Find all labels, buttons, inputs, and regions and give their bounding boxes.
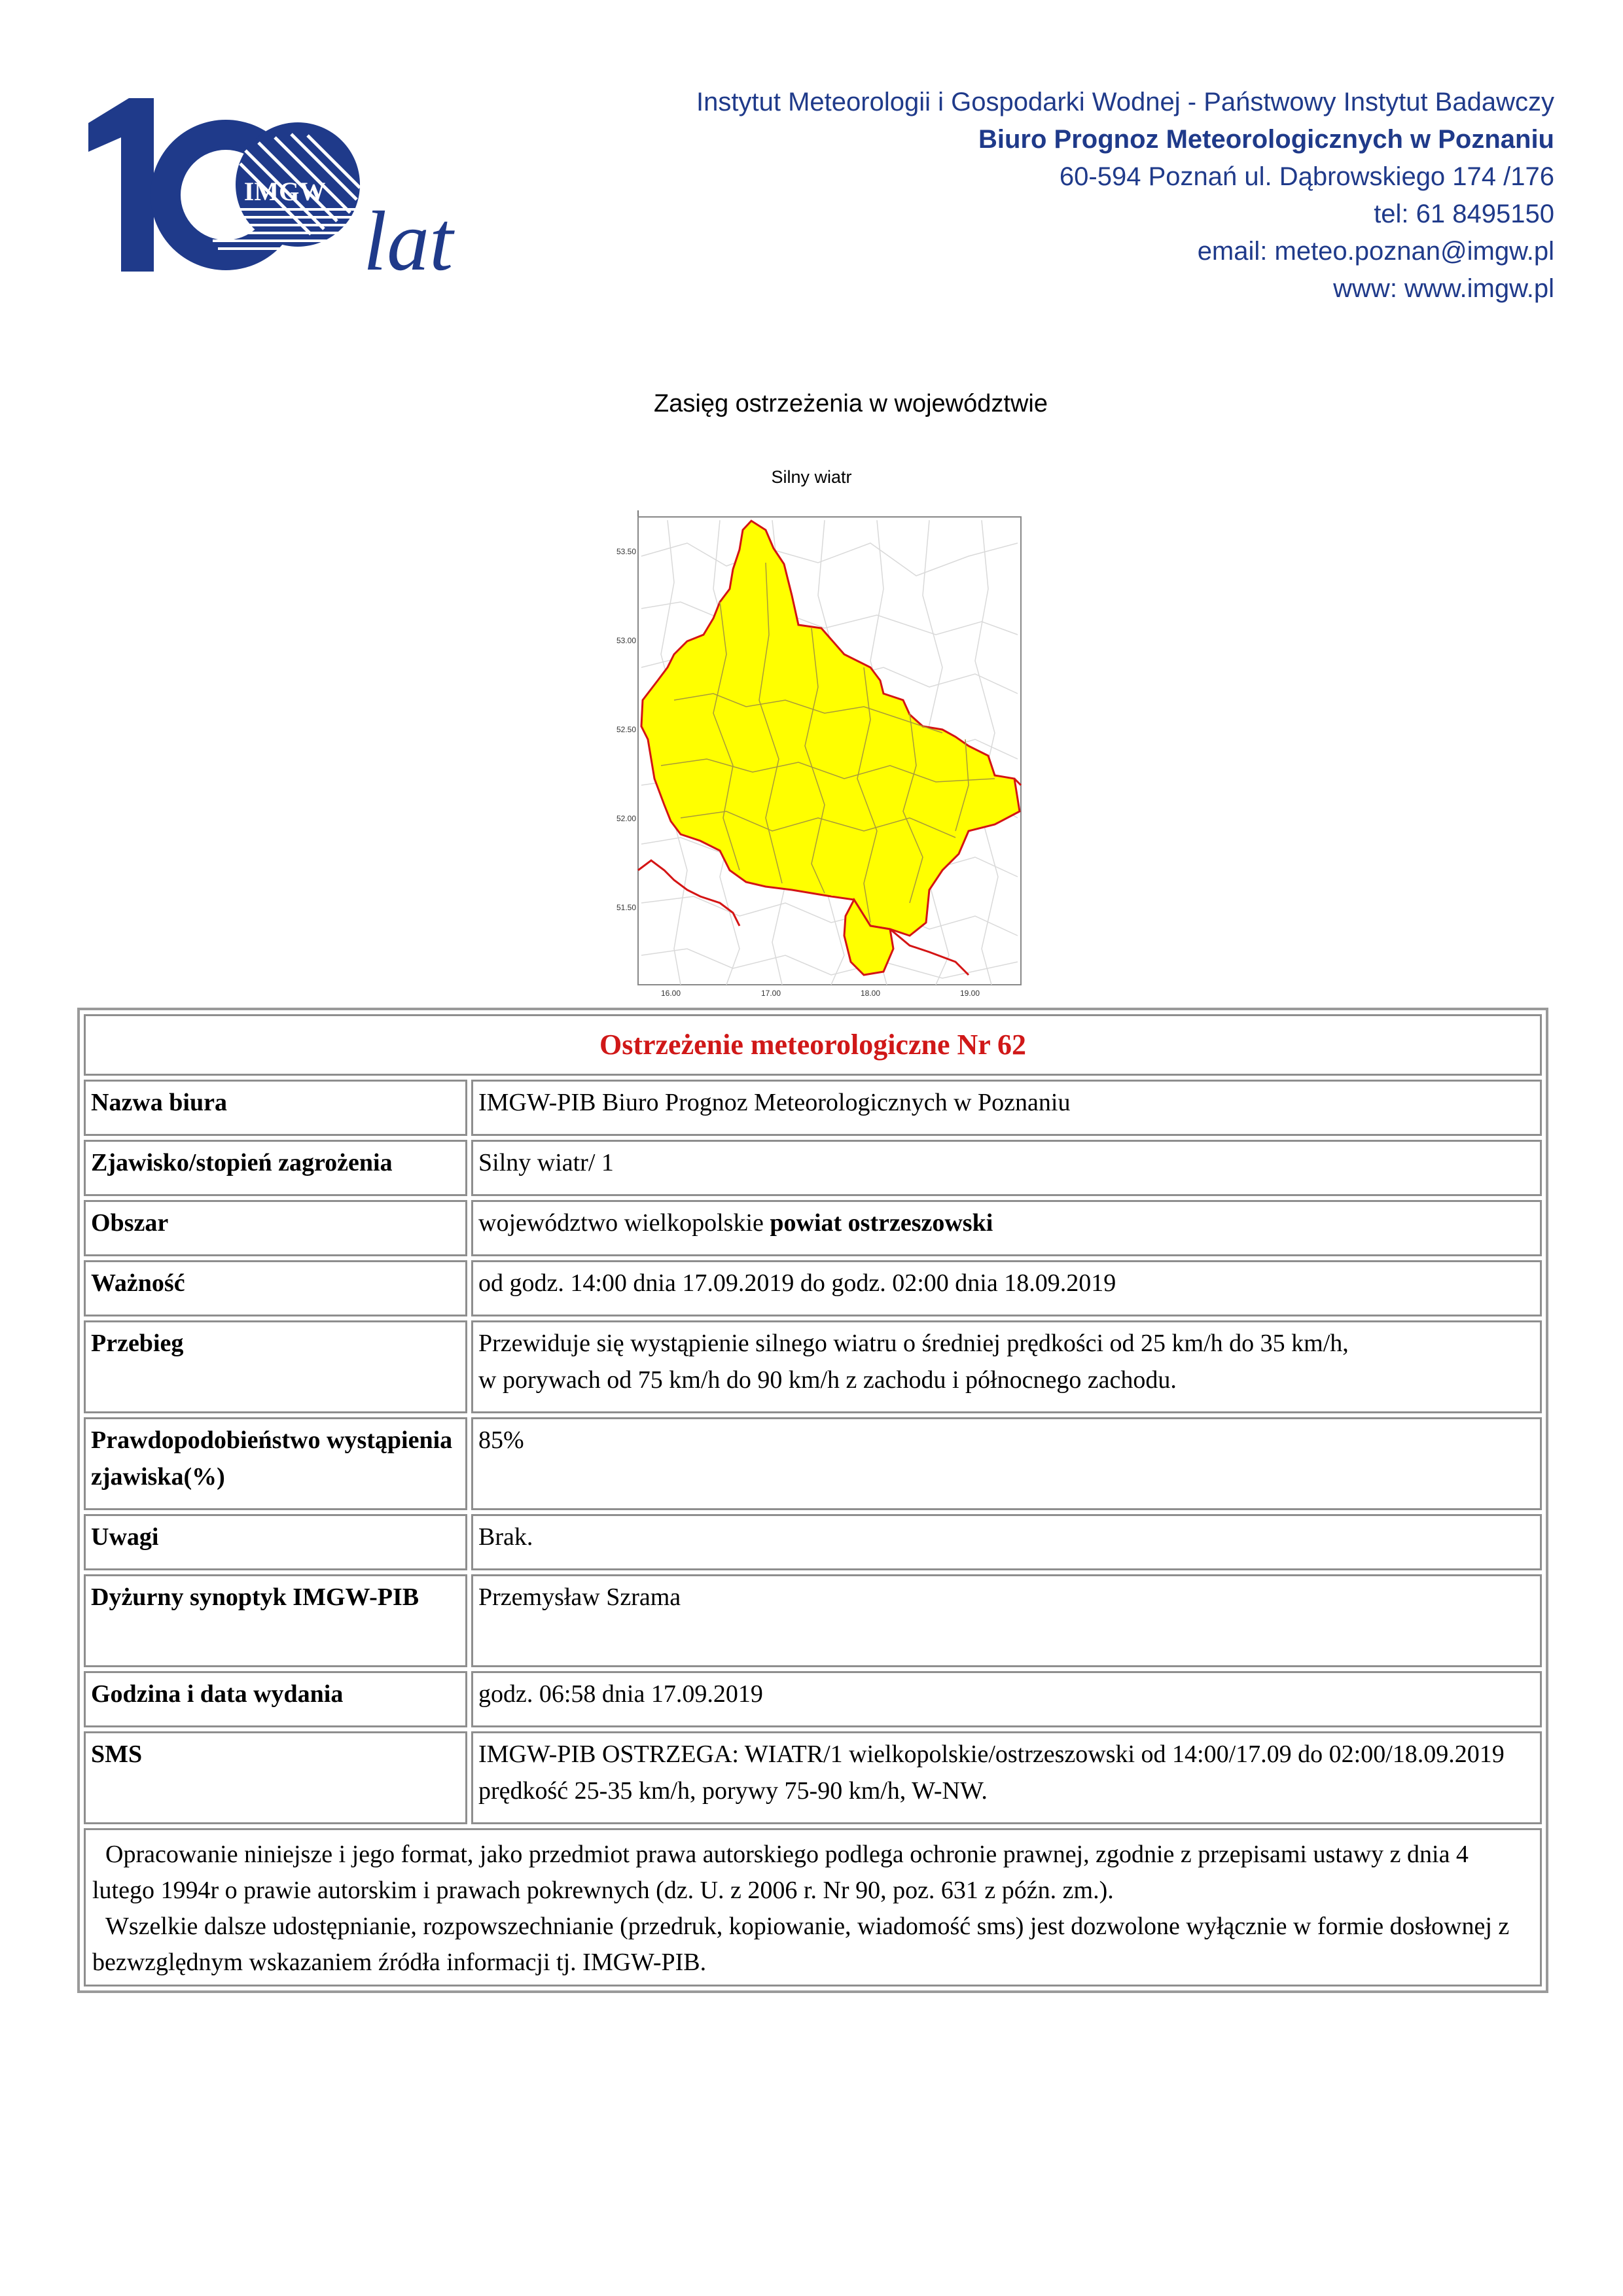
row-value: Silny wiatr/ 1 [471,1140,1542,1196]
table-row [84,1574,1542,1667]
row-value: 85% [471,1417,1542,1510]
row-label: Godzina i data wydania [84,1671,467,1727]
map-y-tick: 52.50 [616,725,636,734]
row-label: Dyżurny synoptyk IMGW-PIB [84,1574,467,1667]
table-row [84,1260,1542,1316]
map-voivodeship-warning-area [641,521,1020,936]
table-row [84,1417,1542,1510]
logo-lat-text: lat [363,194,454,288]
row-value: od godz. 14:00 dnia 17.09.2019 do godz. 02:00 dnia 18.09.2019 [471,1260,1542,1316]
row-value: Przemysław Szrama [471,1574,1542,1667]
copyright-paragraph: Opracowanie niniejsze i jego format, jako przedmiot prawa autorskiego podlega ochronie prawnej, zgodnie z przepisami ustawy z dnia 4 lutego 1994r o prawie autorskim i prawach pokrewnych (dz. U. z 2006 r. Nr 90, poz. 631 z późn. zm.). [92,1841,1469,1904]
map-x-tick: 17.00 [760,989,781,998]
table-row [84,1320,1542,1413]
logo-inner-text: IMGW [243,177,326,206]
institute-header [696,84,1554,308]
row-label: Uwagi [84,1514,467,1570]
institute-name: Instytut Meteorologii i Gospodarki Wodnej - Państwowy Instytut Badawczy [696,88,1554,116]
row-value: Brak. [471,1514,1542,1570]
row-value [471,1320,1542,1413]
warning-map [602,504,1027,1001]
row-value [471,1200,1542,1256]
imgw-100-lat-logo [88,98,494,288]
row-label: Nazwa biura [84,1080,467,1136]
row-value: IMGW-PIB OSTRZEGA: WIATR/1 wielkopolskie/ostrzeszowski od 14:00/17.09 do 02:00/18.09.2019 prędkość 25-35 km/h, porywy 75-90 km/h, W-NW. [471,1731,1542,1824]
map-y-tick-labels [616,547,636,912]
table-row [84,1731,1542,1824]
office-name: Biuro Prognoz Meteorologicznych w Poznaniu [978,125,1554,154]
copyright-note [84,1828,1542,1987]
table-footer-row [84,1828,1542,1987]
row-label: Zjawisko/stopień zagrożenia [84,1140,467,1196]
area-county: powiat ostrzeszowski [770,1209,993,1237]
warning-table [77,1008,1548,1993]
course-line-2: w porywach od 75 km/h do 90 km/h z zachodu i północnego zachodu. [478,1366,1177,1394]
office-email[interactable]: email: meteo.poznan@imgw.pl [1197,237,1554,266]
table-row [84,1514,1542,1570]
map-y-tick: 52.00 [616,814,636,823]
usage-paragraph: Wszelkie dalsze udostępnianie, rozpowszechnianie (przedruk, kopiowanie, wiadomość sms) jest dozwolone wyłącznie w formie dosłownej z bezwzględnym wskazaniem źródła informacji tj. IMGW-PIB. [92,1913,1510,1976]
map-caption: Zasięg ostrzeżenia w województwie [654,390,1048,417]
row-label: Obszar [84,1200,467,1256]
warning-title: Ostrzeżenie meteorologiczne Nr 62 [84,1014,1542,1076]
office-address: 60-594 Poznań ul. Dąbrowskiego 174 /176 [1059,162,1554,191]
map-x-tick: 16.00 [660,989,681,998]
course-line-1: Przewiduje się wystąpienie silnego wiatru o średniej prędkości od 25 km/h do 35 km/h, [478,1330,1349,1357]
table-row [84,1080,1542,1136]
map-title: Silny wiatr [771,467,852,487]
area-region: województwo wielkopolskie [478,1209,764,1237]
map-x-tick: 18.00 [860,989,881,998]
row-value: IMGW-PIB Biuro Prognoz Meteorologicznych w Poznaniu [471,1080,1542,1136]
logo-digit-one [88,98,154,272]
table-row [84,1140,1542,1196]
row-value: godz. 06:58 dnia 17.09.2019 [471,1671,1542,1727]
map-x-tick: 19.00 [959,989,980,998]
office-phone: tel: 61 8495150 [1374,200,1554,228]
map-y-tick: 53.00 [616,636,636,645]
map-x-tick-labels [661,989,980,998]
row-label: Prawdopodobieństwo wystąpienia zjawiska(%) [84,1417,467,1510]
row-label: Przebieg [84,1320,467,1413]
row-label: Ważność [84,1260,467,1316]
table-row [84,1200,1542,1256]
row-label: SMS [84,1731,467,1824]
map-y-tick: 51.50 [616,903,636,912]
office-website[interactable]: www: www.imgw.pl [1333,274,1554,303]
map-y-tick: 53.50 [616,547,636,556]
table-row [84,1671,1542,1727]
